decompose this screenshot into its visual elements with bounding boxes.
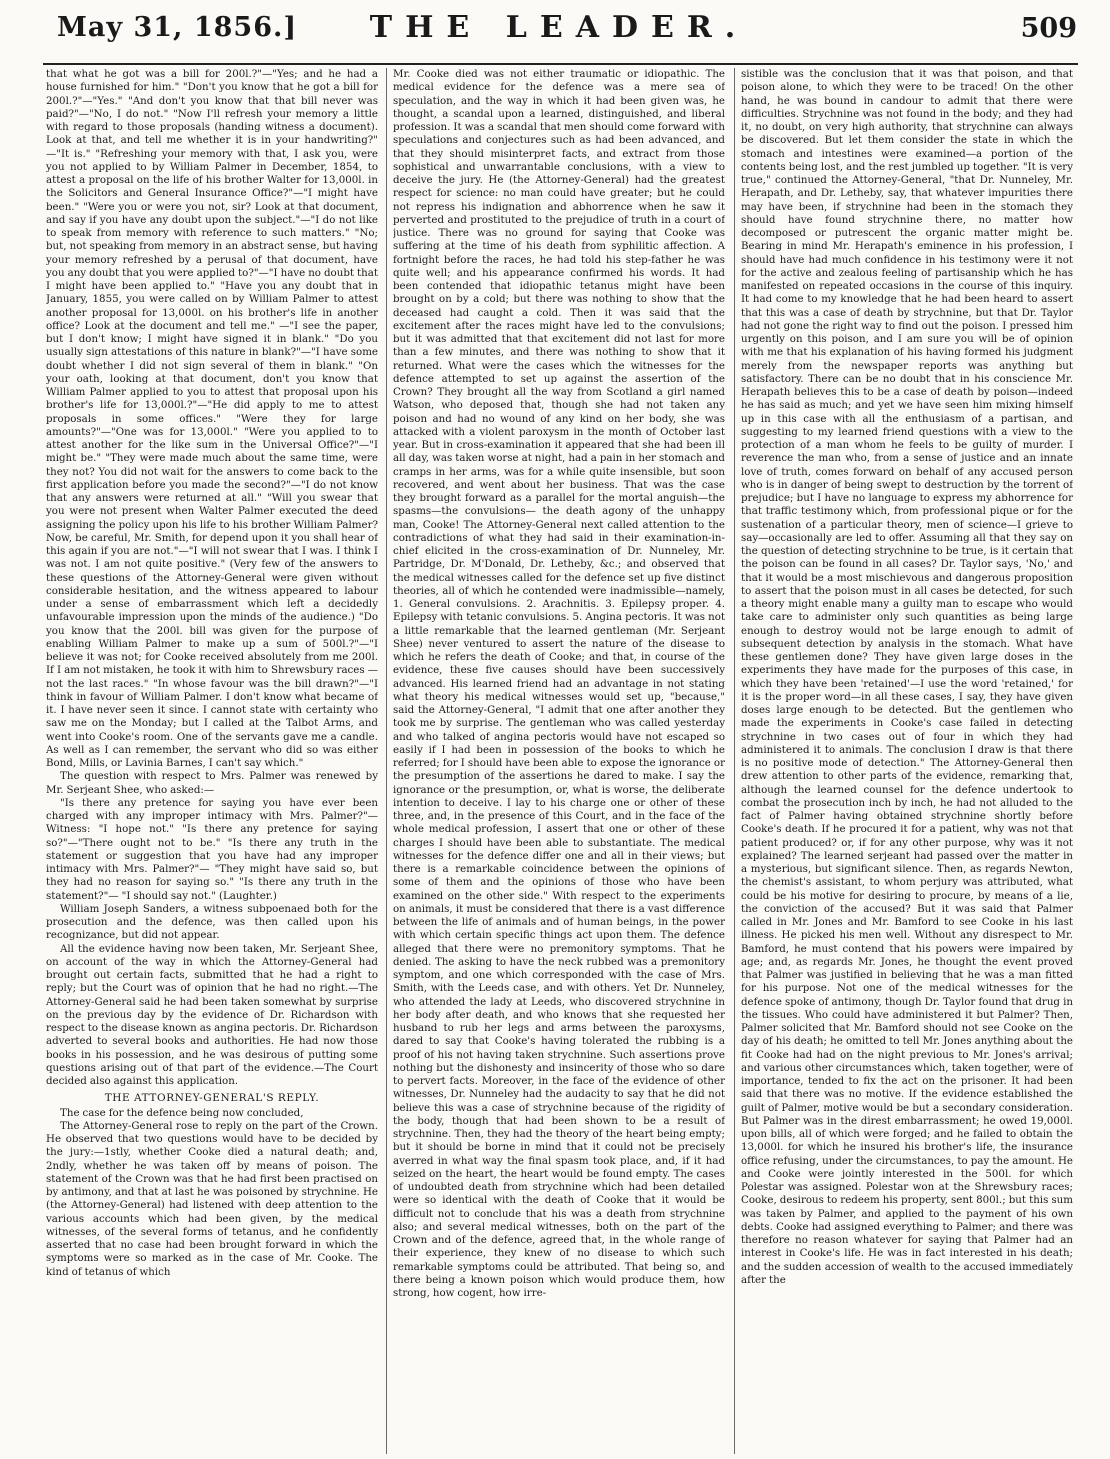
- column-3: [741, 68, 1073, 1454]
- page-number: 509: [1020, 13, 1077, 44]
- column-2-paragraph: Mr. Cooke died was not either traumatic or idiopathic. The medical evidence for the defence was a mere sea of speculation, and the way in which it had been given was, he thought, a scandal upon a learned, distinguished, and liberal profession. It was a scandal that men should come forward with speculations and conjectures such as had been advanced, and that they should misinterpret facts, and extract from those sophistical and unwarrantable conclusions, with a view to deceive the jury. He (the Attorney-General) had the greatest respect for science: no man could have greater; but he could not repress his indignation and abhorrence when he saw it perverted and prostituted to the prejudice of truth in a court of justice. There was no ground for saying that Cooke was suffering at the time of his death from syphilitic affection. A fortnight before the races, he had told his step-father he was quite well; and his appearance confirmed his words. It had been contended that idiopathic tetanus might have been brought on by a cold; but there was nothing to show that the deceased had caught a cold. Then it was said that the excitement after the races might have led to the convulsions; but it was admitted that that excitement did not last for more than a few minutes, and there was nothing to show that it returned. What were the cases which the witnesses for the defence attempted to set up against the assertion of the Crown? They brought all the way from Scotland a girl named Watson, who deposed that, though she had not taken any poison and had no wound of any kind on her body, she was attacked with a violent paroxysm in the month of October last year. But in cross-examination it appeared that she had been ill all day, was taken worse at night, had a pain in her stomach and cramps in her arms, was for a while quite insensible, but soon recovered, and went about her business. That was the case they brought forward as a parallel for the mortal anguish—the spasms—the convulsions— the death agony of the unhappy man, Cooke! The Attorney-General next called attention to the contradictions of what they had said in their examination-in-chief elicited in the cross-examination of Dr. Nunneley, Mr. Partridge, Dr. M'Donald, Dr. Letheby, &c.; and observed that the medical witnesses called for the defence set up five distinct theories, all of which he contended were inadmissible—namely, 1. General convulsions. 2. Arachnitis. 3. Epilepsy proper. 4. Epilepsy with tetanic convulsions. 5. Angina pectoris. It was not a little remarkable that the learned gentleman (Mr. Serjeant Shee) never ventured to assert the nature of the disease to which he refers the death of Cooke; and that, in course of the evidence, these five causes should have been successively advanced. His learned friend had an advantage in not stating what theory his medical witnesses would set up, "because," said the Attorney-General, "I admit that one after another they took me by surprise. The gentleman who was called yesterday and who talked of angina pectoris would have not escaped so easily if I had been in possession of the books to which he referred; for I should have been able to expose the ignorance or the presumption of the assertions he dared to make. I say the ignorance or the presumption, or, what is worse, the deliberate intention to deceive. I lay to his charge one or other of these three, and, in the presence of this Court, and in the face of the whole medical profession, I assert that one or other of these charges I should have been able to substantiate. The medical witnesses for the defence differ one and all in their views; but there is a remarkable coincidence between the opinions of some of them and the opinions of those who have been examined on the other side." With respect to the experiments on animals, it must be considered that there is a vast difference between the life of animals and of human beings, in the power with which certain specific things act upon them. The defence alleged that there were no premonitory symptoms. That he denied. The asking to have the neck rubbed was a premonitory symptom, and one which corresponded with the case of Mrs. Smith, with the Leeds case, and with others. Yet Dr. Nunneley, who attended the lady at Leeds, who discovered strychnine in her body after death, and who knows that she requested her husband to rub her legs and arms between the paroxysms, dared to say that Cooke's having tolerated the rubbing is a proof of his not having taken strychnine. Such assertions prove nothing but the dishonesty and insincerity of those who so dare to pervert facts. Moreover, in the face of the evidence of other witnesses, Dr. Nunneley had the audacity to say that he did not believe this was a case of strychnine because of the rigidity of the body, though that had been shown to be a result of strychnine. Then, they had the theory of the heart being empty; but it should be borne in mind that it could not be precisely averred in what way the final spasm took place, and, if it had seized on the heart, the heart would be found empty. The cases of undoubted death from strychnine which had been detailed were so identical with the death of Cooke that it would be difficult not to conclude that his was a death from strychnine also; and several medical witnesses, both on the part of the Crown and of the defence, agreed that, in the whole range of their experience, they knew of no disease to which such remarkable symptoms could be attributed. That being so, and there being a known poison which would produce them, how strong, how cogent, how irre-: [393, 68, 725, 1299]
- issue-date: May 31, 1856.]: [57, 12, 298, 43]
- column-1-paragraph: The Attorney-General rose to reply on the part of the Crown. He observed that two questions would have to be decided by the jury:—1stly, whether Cooke died a natural death; and, 2ndly, whether he was taken off by means of poison. The statement of the Crown was that he had first been practised on by antimony, and that at last he was poisoned by strychnine. He (the Attorney-General) had listened with deep attention to the various accounts which had been given, by the medical witnesses, of the several forms of tetanus, and he confidently asserted that no case had been brought forward in which the symptoms were so marked as in the case of Mr. Cooke. The kind of tetanus of which: [46, 1119, 378, 1278]
- column-3-paragraph: sistible was the conclusion that it was that poison, and that poison alone, to which they were to be traced! On the other hand, he was bound in candour to admit that there were difficulties. Strychnine was not found in the body; and they had it, no doubt, on very high authority, that strychnine can always be discovered. But let them consider the state in which the stomach and intestines were examined—a portion of the contents being lost, and the rest jumbled up together. "It is very true," continued the Attorney-General, "that Dr. Nunneley, Mr. Herapath, and Dr. Letheby, say, that whatever impurities there may have been, if strychnine had been in the stomach they should have found strychnine there, no matter how decomposed or putrescent the organic matter might be. Bearing in mind Mr. Herapath's eminence in his profession, I should have had much confidence in his testimony were it not for the active and zealous feeling of partisanship which he has manifested on repeated occasions in the course of this inquiry. It had come to my knowledge that he had been heard to assert that this was a case of death by strychnine, but that Dr. Taylor had not gone the right way to find out the poison. I pressed him urgently on this poison, and I am sure you will be of opinion with me that his explanation of his having formed his judgment merely from the newspaper reports was anything but satisfactory. There can be no doubt that in his conscience Mr. Herapath believes this to be a case of death by poison—indeed he has said as much; and yet we have seen him mixing himself up in this case with all the enthusiasm of a partisan, and suggesting to my learned friend questions with a view to the protection of a man whom he feels to be guilty of murder. I reverence the man who, from a sense of justice and an innate love of truth, comes forward on behalf of any accused person who is in danger of being swept to destruction by the torrent of prejudice; but I have no language to express my abhorrence for that traffic testimony which, from professional pique or for the sustenation of a particular theory, men of science—I grieve to say—occasionally are led to offer. Assuming all that they say on the question of detecting strychnine to be true, is it certain that the poison can be found in all cases? Dr. Taylor says, 'No,' and that it would be a most mischievous and dangerous proposition to assert that the poison must in all cases be detected, for such a theory might enable many a guilty man to escape who would take care to administer only such quantities as being large enough to destroy would not be large enough to admit of subsequent detection by analysis in the stomach. What have these gentlemen done? They have given large doses in the experiments they have made for the purposes of this case, in which they have been 'retained'—I use the word 'retained,' for it is the proper word—in all these cases, I say, they have given doses large enough to be detected. But the gentlemen who made the experiments in Cooke's case failed in detecting strychnine in two cases out of four in which they had administered it to animals. The conclusion I draw is that there is no positive mode of detection." The Attorney-General then drew attention to other parts of the evidence, remarking that, although the learned counsel for the defence undertook to combat the prosecution inch by inch, he had not alluded to the fact of Palmer having obtained strychnine shortly before Cooke's death. If he procured it for a patient, why was not that patient produced? or, if for any other purpose, why was it not explained? The learned serjeant had passed over the matter in a mysterious, but significant silence. Then, as regards Newton, the chemist's assistant, to whom perjury was attributed, what could be his motive for desiring to procure, by means of a lie, the conviction of the accused? But it was said that Palmer called in Mr. Jones and Mr. Bamford to see Cooke in his last illness. He picked his men well. Without any disrespect to Mr. Bamford, he must contend that his powers were impaired by age; and, as regards Mr. Jones, he thought the event proved that Palmer was justified in believing that he was a man fitted for his purpose. Not one of the medical witnesses for the defence spoke of antimony, though Dr. Taylor found that drug in the tissues. Who could have administered it but Palmer? Then, Palmer solicited that Mr. Bamford should not see Cooke on the day of his death; he omitted to tell Mr. Jones anything about the fit Cooke had had on the night previous to Mr. Jones's arrival; and various other circumstances which, taken together, were of importance, tended to fix the act on the prisoner. It had been said that there was no motive. If the evidence established the guilt of Palmer, motive would be but a secondary consideration. But Palmer was in the direst embarrassment; he owed 19,000l. upon bills, all of which were forged; and he failed to obtain the 13,000l. for which he insured his brother's life, the insurance office refusing, under the circumstances, to pay the amount. He and Cooke were jointly interested in the 500l. for which Polestar was assigned. Polestar won at the Shrewsbury races; Cooke, desirous to redeem his property, sent 800l.; but this sum was taken by Palmer, and applied to the payment of his own debts. Cooke had assigned everything to Palmer; and there was therefore no reason whatever for saying that Palmer had an interest in Cooke's life. He was in fact interested in his death; and the sudden accession of wealth to the accused immediately after the: [741, 68, 1073, 1286]
- masthead: [38, 0, 1080, 54]
- column-1-paragraph: The question with respect to Mrs. Palmer was renewed by Mr. Serjeant Shee, who asked:—: [46, 770, 378, 796]
- header-rule: [43, 63, 1078, 65]
- article-columns: [46, 68, 1076, 1454]
- column-1-paragraph: The case for the defence being now concluded,: [60, 1106, 304, 1119]
- column-divider: [386, 68, 387, 1454]
- column-1-paragraph: All the evidence having now been taken, Mr. Serjeant Shee, on account of the way in which the Attorney-General had brought out certain facts, submitted that he had a right to reply; but the Court was of opinion that he had no right.—The Attorney-General said he had been taken somewhat by surprise on the previous day by the evidence of Dr. Richardson with respect to the disease known as angina pectoris. Dr. Richardson adverted to several books and authorities. He had now those books in his possession, and he was desirous of putting some questions arising out of that part of the evidence.—The Court decided also against this application.: [46, 942, 378, 1087]
- newspaper-title: THE LEADER.: [369, 10, 749, 45]
- column-1-paragraph: "Is there any pretence for saying you have ever been charged with any improper intimacy with Mrs. Palmer?"—Witness: "I hope not." "Is there any pretence for saying so?"—"There ought not to be." "Is there any truth in the statement or suggestion that you have had any improper intimacy with Mrs. Palmer?"— "They might have said so, but they had no reason for saying so." "Is there any truth in the statement?"— "I should say not." (Laughter.): [46, 796, 378, 902]
- column-1-paragraph: William Joseph Sanders, a witness subpoenaed both for the prosecution and the defence, was then called upon his recognizance, but did not appear.: [46, 902, 378, 942]
- column-1: [46, 68, 378, 1454]
- section-heading: THE ATTORNEY-GENERAL'S REPLY.: [104, 1092, 320, 1105]
- column-divider: [734, 68, 735, 1454]
- column-1-paragraph: that what he got was a bill for 200l.?"—"Yes; and he had a house furnished for him." "Don't you know that he got a bill for 200l.?"—"Yes." "And don't you know that that bill never was paid?"—"No, I do not." "Now I'll refresh your memory a little with regard to those proposals (handing witness a document). Look at that, and tell me whether it is in your handwriting?" —"It is." "Refreshing your memory with that, I ask you, were you not applied to by William Palmer in December, 1854, to attest a proposal on the life of his brother Walter for 13,000l. in the Solicitors and General Insurance Office?"—"I might have been." "Were you or were you not, sir? Look at that document, and say if you have any doubt upon the subject."—"I do not like to speak from memory with reference to such matters." "No; but, not speaking from memory in an abstract sense, but having your memory refreshed by a perusal of that document, have you any doubt that you were applied to?"—"I have no doubt that I might have been applied to." "Have you any doubt that in January, 1855, you were called on by William Palmer to attest another proposal for 13,000l. on his brother's life in another office? Look at the document and tell me." —"I see the paper, but I don't know; I might have signed it in blank." "Do you usually sign attestations of this nature in blank?"—"I have some doubt whether I did not sign several of them in blank." "On your oath, looking at that document, don't you know that William Palmer applied to you to attest that proposal upon his brother's life for 13,000l.?"—"He did apply to me to attest proposals in some offices." "Were they for large amounts?"—"One was for 13,000l." "Were you applied to to attest another for the like sum in the Universal Office?"—"I might be." "They were made much about the same time, were they not? You did not wait for the answers to come back to the first application before you made the second?"—"I do not know that any answers were returned at all." "Will you swear that you were not present when Walter Palmer executed the deed assigning the policy upon his life to his brother William Palmer? Now, be careful, Mr. Smith, for depend upon it you shall hear of this again if you are not."—"I will not swear that I was. I think I was not. I am not quite positive." (Very few of the answers to these questions of the Attorney-General were given without considerable hesitation, and the witness appeared to labour under a sense of embarrassment which left a decidedly unfavourable impression upon the minds of the audience.) "Do you know that the 200l. bill was given for the purpose of enabling William Palmer to make up a sum of 500l.?"—"I believe it was not; for Cooke received absolutely from me 200l. If I am not mistaken, he took it with him to Shrewsbury races —not the last races." "In whose favour was the bill drawn?"—"I think in favour of William Palmer. I don't know what became of it. I have never seen it since. I cannot state with certainty who saw me on the Monday; but I called at the Talbot Arms, and went into Cooke's room. One of the servants gave me a candle. As well as I can remember, the servant who did so was either Bond, Mills, or Lavinia Barnes, I can't say which.": [46, 68, 378, 769]
- column-2: [393, 68, 725, 1454]
